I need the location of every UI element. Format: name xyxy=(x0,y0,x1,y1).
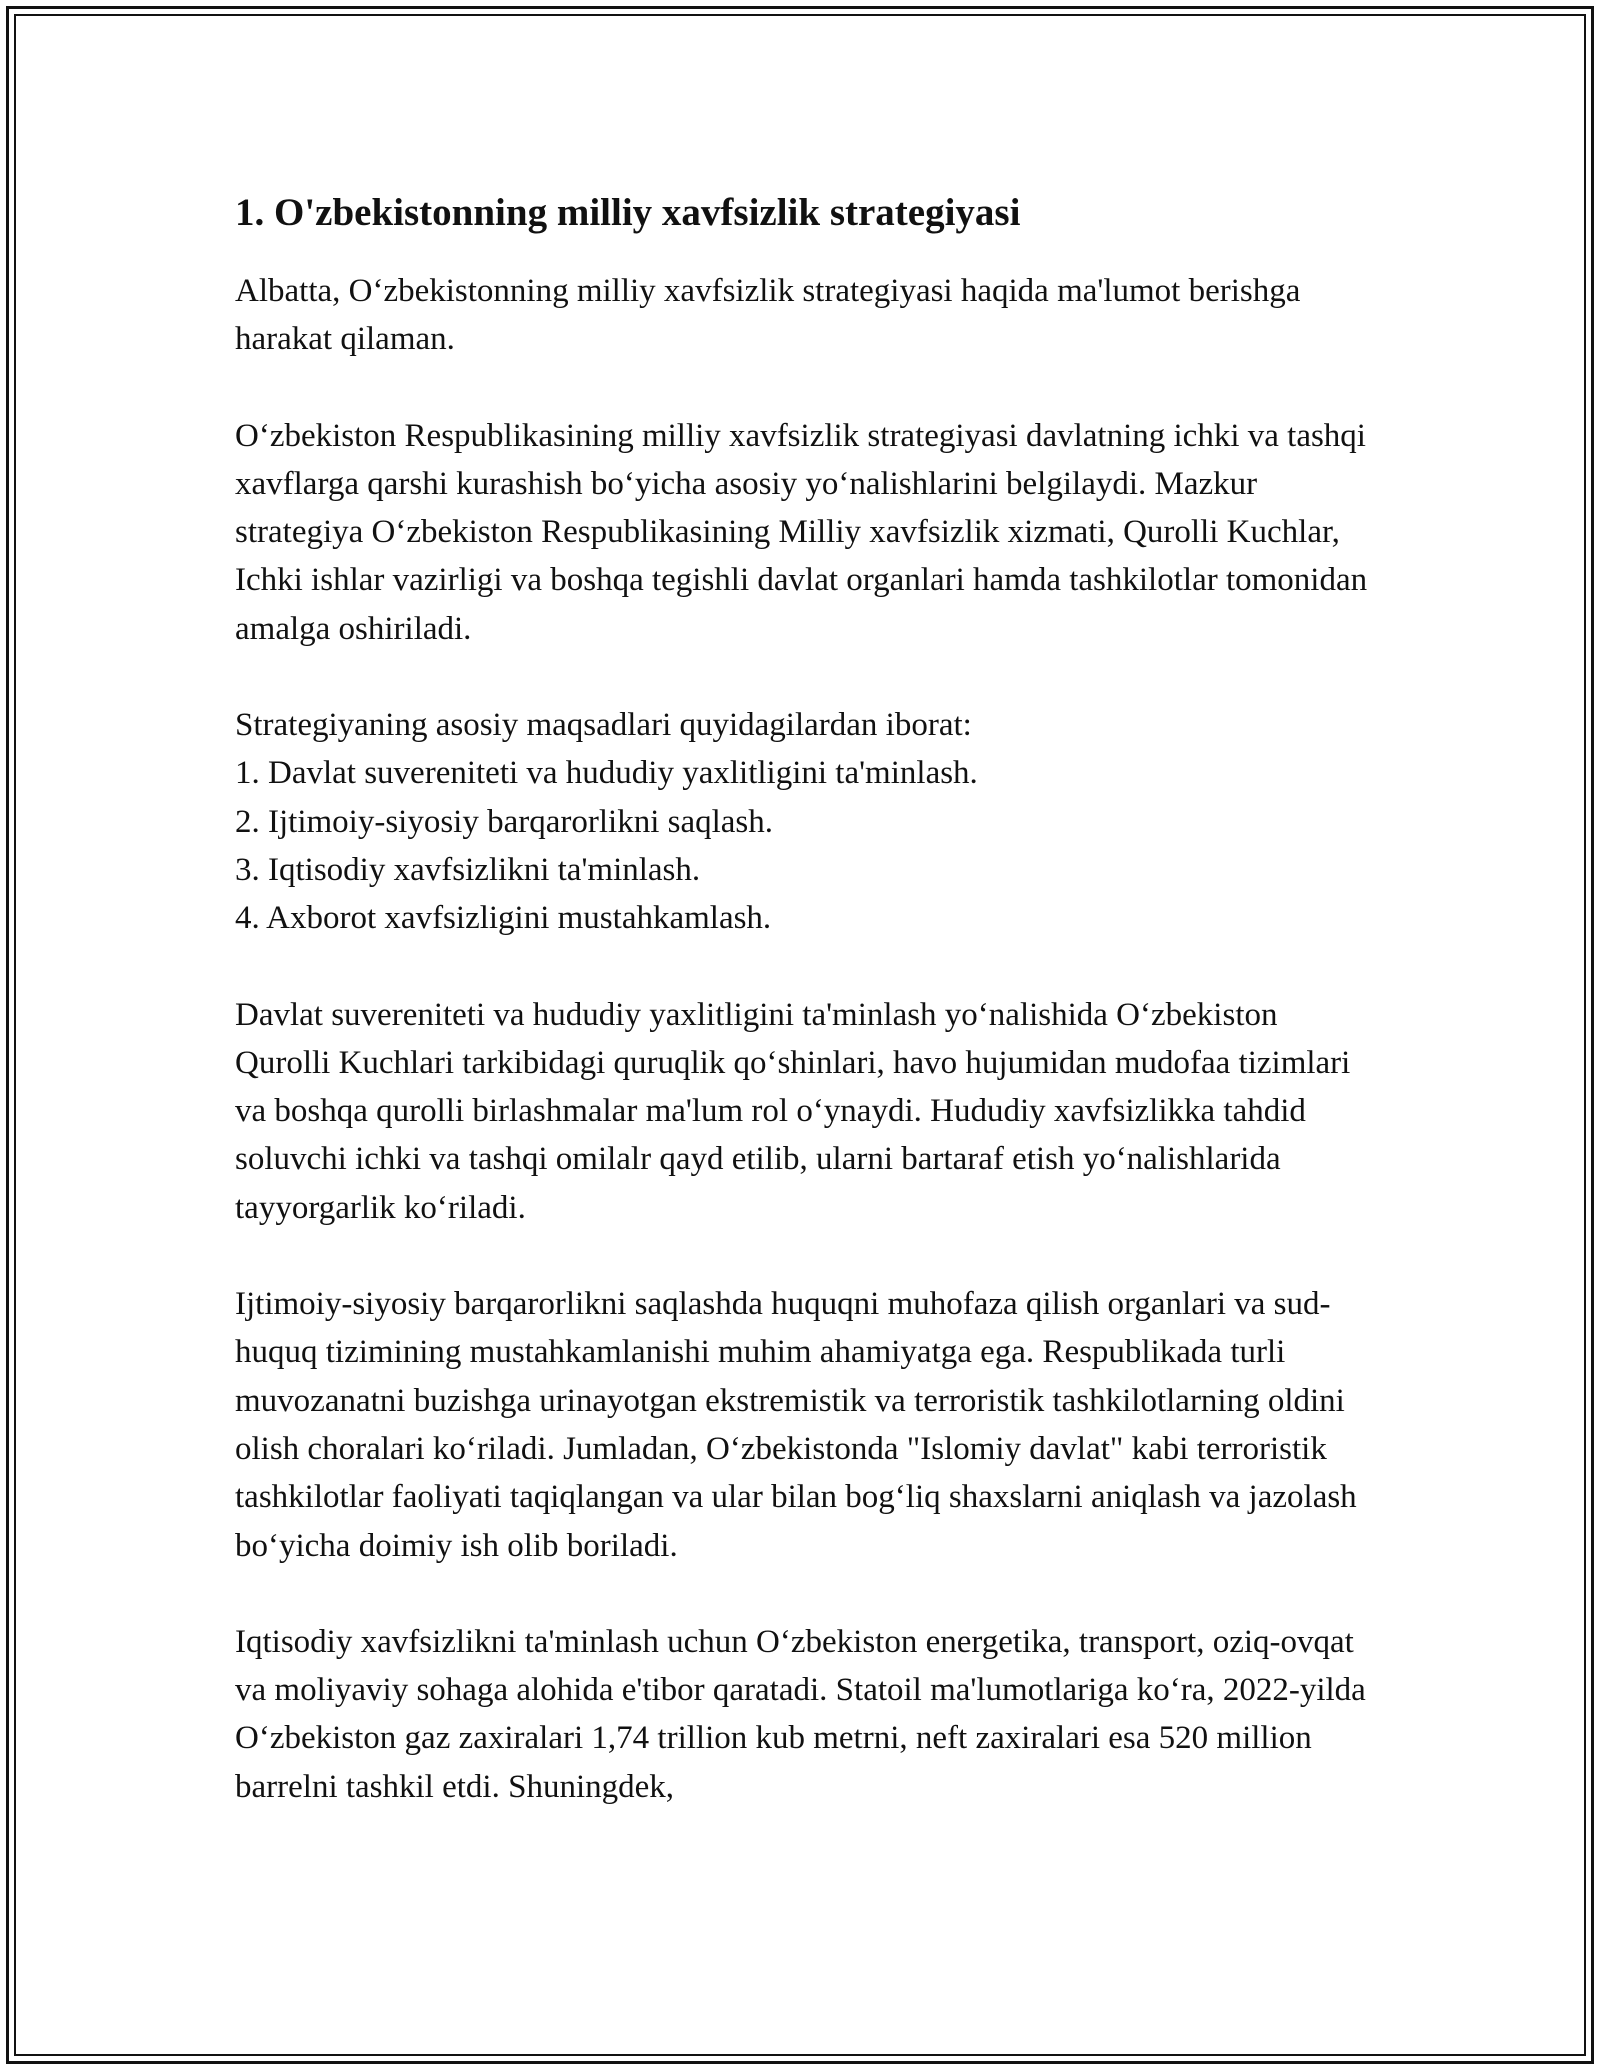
document-body xyxy=(235,185,1370,1859)
goals-list xyxy=(235,749,1370,942)
list-item: 3. Iqtisodiy xavfsizlikni ta'minlash. xyxy=(235,851,701,888)
paragraph-stability: Ijtimoiy-siyosiy barqarorlikni saqlashda huquqni muhofaza qilish organlari va sud-huquq tizimining mustahkamlanishi muhim ahamiyatga ega. Respublikada turli muvozanatni buzishga urinayotgan ekstremistik va terroristik tashkilotlarning oldini olish choralari ko‘riladi. Jumladan, O‘zbekistonda "Islomiy davlat" kabi terroristik tashkilotlar faoliyati taqiqlangan va ular bilan bog‘liq shaxslarni aniqlash va jazolash bo‘yicha doimiy ish olib boriladi. xyxy=(235,1286,1357,1564)
goals-intro: Strategiyaning asosiy maqsadlari quyidagilardan iborat: xyxy=(235,707,972,744)
document-title: 1. O'zbekistonning milliy xavfsizlik strategiyasi xyxy=(235,191,1021,234)
list-item: 2. Ijtimoiy-siyosiy barqarorlikni saqlash. xyxy=(235,803,774,840)
paragraph-economic-security: Iqtisodiy xavfsizlikni ta'minlash uchun O‘zbekiston energetika, transport, oziq-ovqat va moliyaviy sohaga alohida e'tibor qaratadi. Statoil ma'lumotlariga ko‘ra, 2022-yilda O‘zbekiston gaz zaxiralari 1,74 trillion kub metrni, neft zaxiralari esa 520 million barrelni tashkil etdi. Shuningdek, xyxy=(235,1623,1366,1805)
paragraph-sovereignty: Davlat suvereniteti va hududiy yaxlitligini ta'minlash yo‘nalishida O‘zbekiston Qurolli Kuchlari tarkibidagi quruqlik qo‘shinlari, havo hujumidan mudofaa tizimlari va boshqa qurolli birlashmalar ma'lum rol o‘ynaydi. Hududiy xavfsizlikka tahdid soluvchi ichki va tashqi omilalr qayd etilib, ularni bartaraf etish yo‘nalishlarida tayyorgarlik ko‘riladi. xyxy=(235,996,1351,1226)
paragraph-strategy-overview: O‘zbekiston Respublikasining milliy xavfsizlik strategiyasi davlatning ichki va tashqi xavflarga qarshi kurashish bo‘yicha asosiy yo‘nalishlarini belgilaydi. Mazkur strategiya O‘zbekiston Respublikasining Milliy xavfsizlik xizmati, Qurolli Kuchlar, Ichki ishlar vazirligi va boshqa tegishli davlat organlari hamda tashkilotlar tomonidan amalga oshiriladi. xyxy=(235,417,1368,647)
intro-paragraph: Albatta, O‘zbekistonning milliy xavfsizlik strategiyasi haqida ma'lumot berishga harakat qilaman. xyxy=(235,273,1301,358)
list-item: 1. Davlat suvereniteti va hududiy yaxlitligini ta'minlash. xyxy=(235,755,978,792)
list-item: 4. Axborot xavfsizligini mustahkamlash. xyxy=(235,900,772,937)
